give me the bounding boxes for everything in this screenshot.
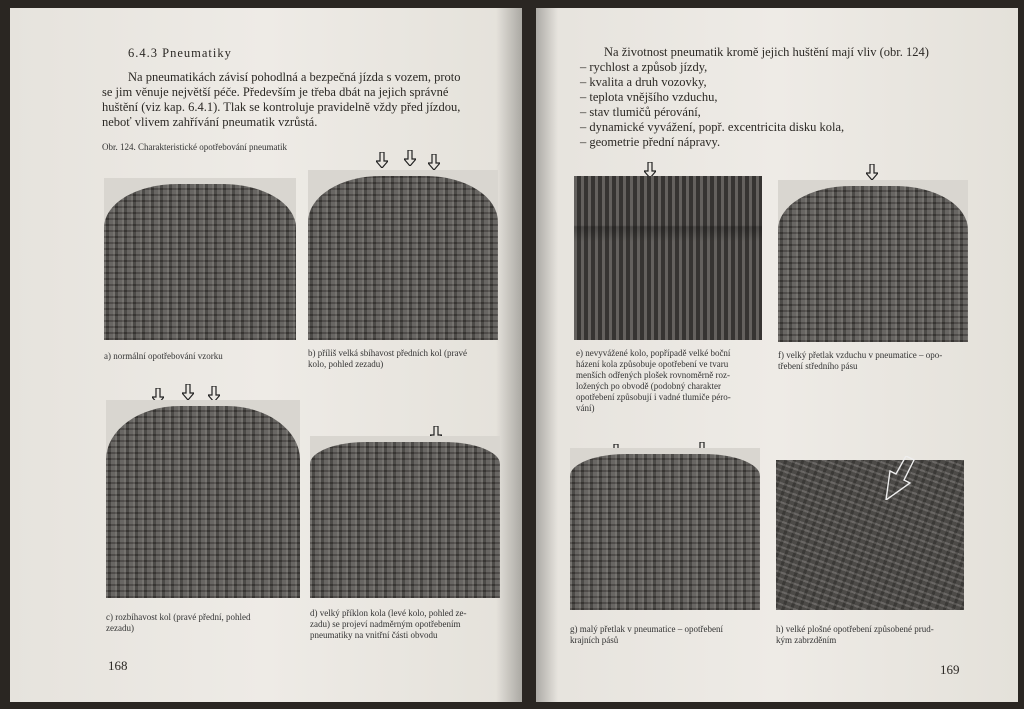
tire-photo-c [106,400,300,598]
tire-photo-e [574,176,762,340]
paragraph-line: Na pneumatikách závisí pohodlná a bezpečná jízda s vozem, proto [128,70,461,84]
caption-c-line: zezadu) [106,623,134,633]
down-arrow-icon [866,164,878,180]
page-number: 169 [940,662,960,677]
caption-e-line: ložených po obvodě (podobný charakter [576,381,721,391]
tire-photo-f [778,180,968,342]
down-arrow-icon [404,150,416,166]
caption-f-line: třebení středního pásu [778,361,858,371]
caption-e-line: házení kola způsobuje opotřebení ve tvaru [576,359,729,369]
caption-f-line: f) velký přetlak vzduchu v pneumatice – opo- [778,350,943,360]
left-page [10,8,522,702]
tire-photo-b [308,170,498,340]
diagonal-arrow-icon [878,456,918,500]
caption-c-line: c) rozbíhavost kol (pravé přední, pohled [106,612,251,622]
caption-d-line: zadu) se projeví nadměrným opotřebením [310,619,461,629]
tire-photo-a [104,178,296,340]
tire-photo-g [570,448,760,610]
caption-e-line: opotřebení způsobují i vadné tlumiče péro- [576,392,731,402]
list-item: – rychlost a způsob jízdy, [580,60,708,74]
caption-g-line: krajních pásů [570,635,619,645]
page-number: 168 [108,658,128,673]
caption-e-line: e) nevyvážené kolo, popřípadě velké boční [576,348,731,358]
paragraph-line: se jim věnuje největší péče. Především je třeba dbát na jejich správné [102,85,449,99]
caption-a: a) normální opotřebování vzorku [104,351,223,361]
tire-photo-d [310,436,500,598]
list-item: – teplota vnějšího vzduchu, [580,90,718,104]
section-heading: 6.4.3 Pneumatiky [128,46,232,60]
right-page [536,8,1018,702]
intro-text: Na životnost pneumatik kromě jejich huštění mají vliv (obr. 124) [604,45,929,59]
down-arrow-icon [428,154,440,170]
caption-d-line: pneumatiky na vnitřní části obvodu [310,630,438,640]
caption-g-line: g) malý přetlak v pneumatice – opotřebení [570,624,723,634]
list-item: – kvalita a druh vozovky, [580,75,707,89]
list-item: – geometrie přední nápravy. [580,135,721,149]
paragraph-line: huštění (viz kap. 6.4.1). Tlak se kontroluje pravidelně vždy před jízdou, [102,100,461,114]
caption-b-line: b) příliš velká sbíhavost předních kol (pravé [308,348,467,358]
tire-photo-h [776,460,964,610]
figure-title: Obr. 124. Charakteristické opotřebování pneumatik [102,142,287,152]
gutter-shadow [536,8,558,702]
caption-h-line: kým zabrzděním [776,635,837,645]
caption-e-line: vání) [576,403,595,413]
list-item: – stav tlumičů pérování, [580,105,701,119]
caption-d-line: d) velký příklon kola (levé kolo, pohled ze- [310,608,467,618]
list-item: – dynamické vyvážení, popř. excentricita disku kola, [580,120,845,134]
caption-b-line: kolo, pohled zezadu) [308,359,384,369]
caption-e-line: menších odřených plošek rovnoměrně roz- [576,370,730,380]
paragraph-line: neboť vlivem zahřívání pneumatik vzrůstá. [102,115,318,129]
down-arrow-icon [376,152,388,168]
caption-h-line: h) velké plošné opotřebení způsobené prud- [776,624,934,634]
down-arrow-icon [182,384,194,400]
